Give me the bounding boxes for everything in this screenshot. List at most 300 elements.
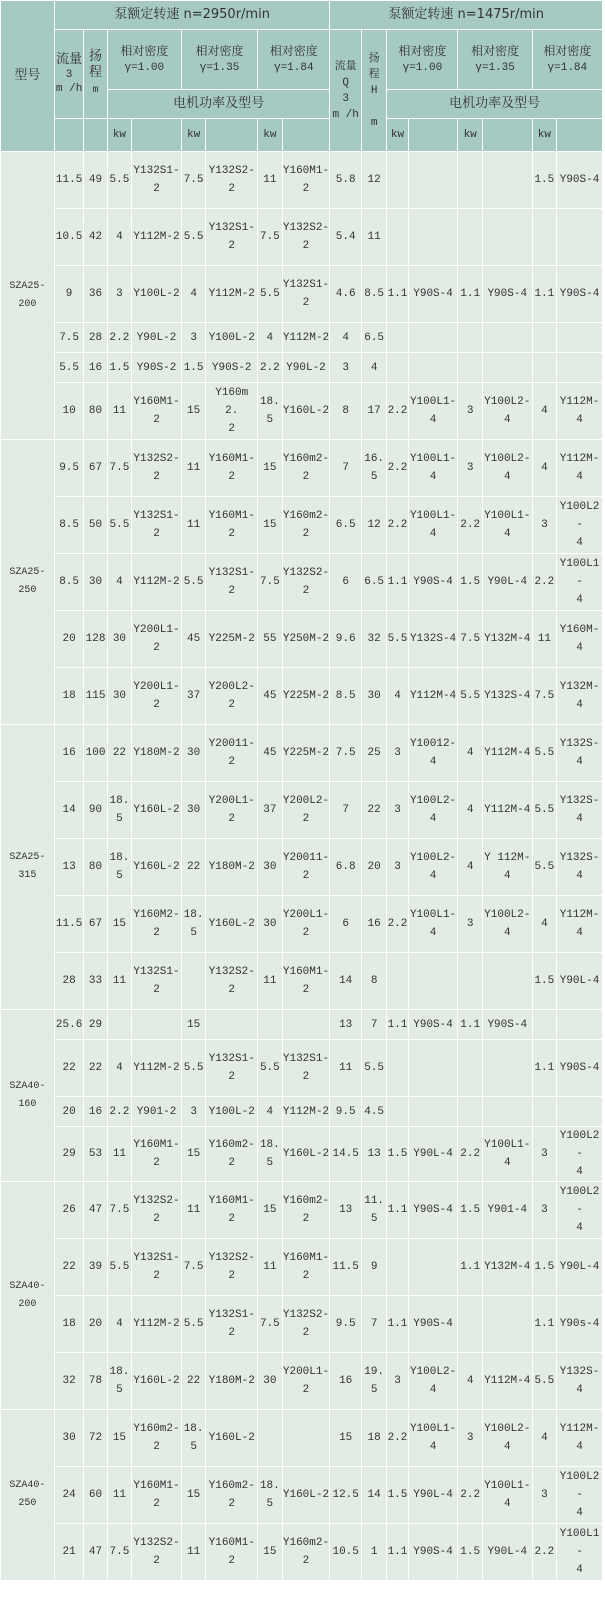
head-header [84, 30, 106, 118]
table-row [1, 266, 602, 322]
model5-cell [483, 323, 532, 352]
kw2-cell: 37 [182, 668, 205, 724]
kw1-cell: 5.5 [108, 152, 131, 208]
kw6-cell: 5.5 [533, 782, 556, 838]
kw2-cell: 18.5 [182, 1410, 205, 1466]
kw1-cell: 1.5 [108, 353, 131, 382]
kw2-cell: 15 [182, 1010, 205, 1039]
flow-cell: 7.5 [55, 323, 83, 352]
model4-cell: Y100L1- 4 [409, 896, 458, 952]
density-value: γ=1.35 [475, 61, 515, 74]
model2-cell: Y160m 2. 2 [206, 383, 257, 439]
kw-header: kw [182, 119, 205, 151]
model3-cell: Y20011- 2 [283, 839, 330, 895]
model-cell: SZA40- 160 [1, 1010, 54, 1181]
kw4-cell: 1.1 [387, 1010, 407, 1039]
speed-2950-header: 泵额定转速 n=2950r/min [55, 1, 330, 29]
density-value: γ=1.00 [124, 61, 165, 74]
head-cell: 30 [84, 554, 106, 610]
head-h-cell: 4 [362, 353, 386, 382]
kw1-cell: 4 [108, 554, 131, 610]
head-unit: m [370, 116, 378, 129]
head-h-cell: 6.5 [362, 323, 386, 352]
head-label: 扬 程 H [368, 52, 380, 97]
model2-cell: Y132S1-2 [206, 554, 257, 610]
model5-cell: Y100L2- 4 [483, 440, 532, 496]
kw5-cell: 1.1 [458, 1010, 481, 1039]
head-cell: 16 [84, 353, 106, 382]
motor-power-header: 电机功率及型号 [108, 90, 330, 118]
flow-q-cell: 7 [330, 782, 361, 838]
model6-cell: Y100L2- 4 [557, 1467, 602, 1523]
model5-cell: Y90L-4 [483, 1524, 532, 1580]
model6-cell [557, 353, 602, 382]
model5-cell: Y100L1- 4 [483, 1127, 532, 1181]
model6-cell [557, 1010, 602, 1039]
head-h-cell: 8.5 [362, 266, 386, 322]
flow-q-cell: 6 [330, 896, 361, 952]
kw3-cell: 18.5 [258, 1127, 281, 1181]
density-value: γ=1.35 [199, 61, 240, 74]
kw4-cell: 2.2 [387, 497, 407, 553]
table-row [1, 1097, 602, 1126]
head-cell: 78 [84, 1353, 106, 1409]
model1-cell [132, 1010, 181, 1039]
kw1-cell: 11 [108, 383, 131, 439]
kw2-cell: 11 [182, 1524, 205, 1580]
head-h-cell: 13 [362, 1127, 386, 1181]
flow-q-cell: 6.5 [330, 497, 361, 553]
model1-cell: Y132S1- 2 [132, 497, 181, 553]
model4-cell [409, 1040, 458, 1096]
model2-cell: Y132S1-2 [206, 209, 257, 265]
kw3-cell: 15 [258, 1182, 281, 1238]
kw5-cell: 2.2 [458, 497, 481, 553]
model2-cell: Y132S1-2 [206, 1296, 257, 1352]
table-row [1, 440, 602, 496]
kw5-cell [458, 953, 481, 1009]
head-cell: 16 [84, 1097, 106, 1126]
flow-cell: 8.5 [55, 497, 83, 553]
kw4-cell: 1.5 [387, 1467, 407, 1523]
model3-cell: Y225M-2 [283, 668, 330, 724]
model5-cell: Y100L1- 4 [483, 1467, 532, 1523]
model4-cell: Y112M-4 [409, 668, 458, 724]
kw1-cell: 4 [108, 1040, 131, 1096]
kw4-cell: 3 [387, 839, 407, 895]
flow-q-cell: 16 [330, 1353, 361, 1409]
model3-cell: Y225M-2 [283, 725, 330, 781]
kw6-cell: 11 [533, 611, 556, 667]
flow-unit: 3 m /h [55, 68, 83, 95]
model4-cell: Y90S-4 [409, 1296, 458, 1352]
model2-cell: Y200L1-2 [206, 782, 257, 838]
kw1-cell: 5.5 [108, 497, 131, 553]
flow-cell: 8.5 [55, 554, 83, 610]
density-title: 相对密度 [120, 44, 169, 59]
model-header: 型号 [1, 1, 54, 151]
model5-cell: Y100L2- 4 [483, 896, 532, 952]
kw6-cell: 1.5 [533, 152, 556, 208]
kw2-cell: 15 [182, 383, 205, 439]
kw3-cell: 4 [258, 323, 281, 352]
model4-cell [409, 1239, 458, 1295]
kw1-cell: 11 [108, 1127, 131, 1181]
kw5-cell [458, 152, 481, 208]
flow-cell: 11.5 [55, 152, 83, 208]
density-value: γ=1.84 [547, 61, 588, 74]
flow-unit-cell [55, 119, 83, 151]
model4-cell: Y100L1- 4 [409, 1410, 458, 1466]
kw5-cell: 5.5 [458, 668, 481, 724]
model1-cell: Y132S1- 2 [132, 1239, 181, 1295]
model5-cell: Y132M-4 [483, 611, 532, 667]
kw1-cell: 15 [108, 1410, 131, 1466]
kw6-cell: 5.5 [533, 839, 556, 895]
model4-cell: Y100L1- 4 [409, 497, 458, 553]
kw3-cell: 45 [258, 725, 281, 781]
kw6-cell: 4 [533, 383, 556, 439]
kw5-cell [458, 1040, 481, 1096]
table-row [1, 152, 602, 208]
model2-cell: Y160m2-2 [206, 1127, 257, 1181]
model3-cell: Y200L2- 2 [283, 782, 330, 838]
model3-cell: Y90L-2 [283, 353, 330, 382]
model3-cell: Y160m2- 2 [283, 1524, 330, 1580]
kw6-cell [533, 1097, 556, 1126]
motor-model-header [483, 119, 532, 151]
kw4-cell: 3 [387, 725, 407, 781]
model1-cell: Y132S1- 2 [132, 152, 181, 208]
head-cell: 42 [84, 209, 106, 265]
kw5-cell [458, 209, 481, 265]
model5-cell [483, 1040, 532, 1096]
kw3-cell: 11 [258, 953, 281, 1009]
kw3-cell: 11 [258, 1239, 281, 1295]
kw1-cell: 22 [108, 725, 131, 781]
kw6-cell: 3 [533, 1127, 556, 1181]
density-title: 相对密度 [195, 44, 244, 59]
model4-cell: Y132S-4 [409, 611, 458, 667]
flow-cell: 11.5 [55, 896, 83, 952]
head-h-cell: 14 [362, 1467, 386, 1523]
table-row [1, 1040, 602, 1096]
model3-cell [283, 1410, 330, 1466]
model3-cell: Y160L-2 [283, 1467, 330, 1523]
model6-cell: Y112M-4 [557, 1410, 602, 1466]
model3-cell: Y160M1- 2 [283, 953, 330, 1009]
model-cell: SZA25- 200 [1, 152, 54, 439]
head-cell: 128 [84, 611, 106, 667]
kw3-cell: 45 [258, 668, 281, 724]
head-h-cell: 22 [362, 782, 386, 838]
model4-cell [409, 152, 458, 208]
model6-cell: Y100L2- 4 [557, 1127, 602, 1181]
kw2-cell: 5.5 [182, 209, 205, 265]
flow-cell: 20 [55, 611, 83, 667]
kw4-cell [387, 353, 407, 382]
kw2-cell: 1.5 [182, 353, 205, 382]
density-1-header [387, 30, 457, 89]
head-cell: 90 [84, 782, 106, 838]
kw1-cell: 11 [108, 1467, 131, 1523]
head-h-cell: 16 [362, 896, 386, 952]
kw6-cell: 1.1 [533, 1296, 556, 1352]
motor-model-header [283, 119, 330, 151]
head-label: 扬 程 [89, 49, 103, 80]
kw4-cell: 3 [387, 782, 407, 838]
head-cell: 53 [84, 1127, 106, 1181]
flow-q-cell: 9.5 [330, 1296, 361, 1352]
motor-power-header: 电机功率及型号 [387, 90, 602, 118]
head-cell: 29 [84, 1010, 106, 1039]
kw3-cell: 7.5 [258, 209, 281, 265]
table-row [1, 353, 602, 382]
density-title: 相对密度 [269, 44, 318, 59]
model3-cell: Y132S2- 2 [283, 209, 330, 265]
kw6-cell: 4 [533, 896, 556, 952]
model3-cell: Y160L-2 [283, 383, 330, 439]
kw3-cell: 7.5 [258, 554, 281, 610]
model6-cell: Y90L-4 [557, 953, 602, 1009]
model5-cell: Y100L2- 4 [483, 1410, 532, 1466]
model1-cell: Y160m2- 2 [132, 1410, 181, 1466]
table-row [1, 896, 602, 952]
model4-cell [409, 953, 458, 1009]
flow-cell: 22 [55, 1040, 83, 1096]
table-row [1, 323, 602, 352]
model4-cell: Y100L2- 4 [409, 839, 458, 895]
kw6-cell: 4 [533, 440, 556, 496]
model6-cell [557, 209, 602, 265]
kw-header: kw [458, 119, 481, 151]
flow-q-cell: 6 [330, 554, 361, 610]
kw4-cell [387, 1239, 407, 1295]
model2-cell: Y160M1-2 [206, 497, 257, 553]
head-cell: 100 [84, 725, 106, 781]
head-h-cell: 6.5 [362, 554, 386, 610]
model2-cell: Y20011-2 [206, 725, 257, 781]
kw6-cell: 3 [533, 1467, 556, 1523]
head-cell: 20 [84, 1296, 106, 1352]
model5-cell [483, 1097, 532, 1126]
model4-cell: Y100L1- 4 [409, 440, 458, 496]
flow-cell: 14 [55, 782, 83, 838]
table-row [1, 1467, 602, 1523]
flow-cell: 18 [55, 668, 83, 724]
flow-q-cell: 14.5 [330, 1127, 361, 1181]
motor-model-header [409, 119, 458, 151]
kw3-cell: 30 [258, 896, 281, 952]
kw4-cell [387, 209, 407, 265]
kw2-cell: 7.5 [182, 1239, 205, 1295]
model4-cell: Y100L1- 4 [409, 383, 458, 439]
kw2-cell: 45 [182, 611, 205, 667]
head-cell: 22 [84, 1040, 106, 1096]
head-h-cell: 19.5 [362, 1353, 386, 1409]
head-cell: 115 [84, 668, 106, 724]
flow-cell: 10.5 [55, 209, 83, 265]
model5-cell: Y132S-4 [483, 668, 532, 724]
table-row [1, 725, 602, 781]
model3-cell: Y160M1- 2 [283, 1239, 330, 1295]
flow-q-cell: 4 [330, 323, 361, 352]
model5-cell: Y132M-4 [483, 1239, 532, 1295]
kw-header: kw [258, 119, 281, 151]
table-row [1, 611, 602, 667]
table-row [1, 1182, 602, 1238]
table-row [1, 1524, 602, 1580]
head-h-cell: 11.5 [362, 1182, 386, 1238]
kw1-cell [108, 1010, 131, 1039]
model2-cell: Y160M1-2 [206, 1182, 257, 1238]
model3-cell: Y112M-2 [283, 1097, 330, 1126]
model1-cell: Y90L-2 [132, 323, 181, 352]
model1-cell: Y180M-2 [132, 725, 181, 781]
model1-cell: Y112M-2 [132, 209, 181, 265]
model2-cell: Y160m2-2 [206, 1467, 257, 1523]
flow-q-cell: 7.5 [330, 725, 361, 781]
kw5-cell: 4 [458, 782, 481, 838]
model5-cell: Y112M-4 [483, 725, 532, 781]
head-h-cell: 20 [362, 839, 386, 895]
head-cell: 60 [84, 1467, 106, 1523]
kw2-cell: 15 [182, 1127, 205, 1181]
flow-q-cell: 14 [330, 953, 361, 1009]
model2-cell: Y100L-2 [206, 1097, 257, 1126]
kw4-cell [387, 953, 407, 1009]
flow-cell: 30 [55, 1410, 83, 1466]
kw2-cell: 11 [182, 1182, 205, 1238]
model1-cell: Y160M2- 2 [132, 896, 181, 952]
flow-cell: 9.5 [55, 440, 83, 496]
kw1-cell: 7.5 [108, 440, 131, 496]
kw3-cell: 2.2 [258, 353, 281, 382]
kw3-cell: 30 [258, 839, 281, 895]
head-h-header [362, 30, 386, 151]
model6-cell: Y90S-4 [557, 1040, 602, 1096]
kw4-cell: 2.2 [387, 440, 407, 496]
kw-header: kw [387, 119, 407, 151]
model6-cell: Y100L1- 4 [557, 554, 602, 610]
head-h-cell: 5.5 [362, 1040, 386, 1096]
kw2-cell: 18.5 [182, 896, 205, 952]
head-cell: 67 [84, 440, 106, 496]
model6-cell: Y132S-4 [557, 782, 602, 838]
kw1-cell: 18.5 [108, 839, 131, 895]
kw2-cell: 5.5 [182, 1296, 205, 1352]
head-cell: 39 [84, 1239, 106, 1295]
model3-cell: Y160m2- 2 [283, 440, 330, 496]
kw3-cell: 18.5 [258, 1467, 281, 1523]
kw6-cell: 5.5 [533, 1353, 556, 1409]
head-h-cell: 11 [362, 209, 386, 265]
model1-cell: Y160M1- 2 [132, 383, 181, 439]
kw3-cell: 30 [258, 1353, 281, 1409]
model1-cell: Y160M1- 2 [132, 1127, 181, 1181]
model4-cell [409, 353, 458, 382]
kw4-cell: 2.2 [387, 896, 407, 952]
model1-cell: Y901-2 [132, 1097, 181, 1126]
kw4-cell: 2.2 [387, 1410, 407, 1466]
kw5-cell: 1.5 [458, 1524, 481, 1580]
kw5-cell: 4 [458, 1353, 481, 1409]
model3-cell: Y132S1- 2 [283, 266, 330, 322]
flow-cell: 28 [55, 953, 83, 1009]
flow-header [55, 30, 83, 118]
kw5-cell: 3 [458, 896, 481, 952]
flow-cell: 25.6 [55, 1010, 83, 1039]
kw3-cell: 55 [258, 611, 281, 667]
head-h-cell: 18 [362, 1410, 386, 1466]
kw6-cell: 3 [533, 497, 556, 553]
flow-q-cell: 4.6 [330, 266, 361, 322]
head-h-cell: 12 [362, 497, 386, 553]
kw1-cell: 5.5 [108, 1239, 131, 1295]
table-row [1, 1410, 602, 1466]
head-cell: 80 [84, 383, 106, 439]
kw6-cell: 2.2 [533, 1524, 556, 1580]
model5-cell [483, 209, 532, 265]
model2-cell: Y160M1-2 [206, 440, 257, 496]
kw6-cell: 1.1 [533, 1040, 556, 1096]
model5-cell [483, 953, 532, 1009]
model1-cell: Y100L-2 [132, 266, 181, 322]
head-cell: 49 [84, 152, 106, 208]
kw6-cell: 2.2 [533, 554, 556, 610]
model-cell: SZA40- 200 [1, 1182, 54, 1409]
model1-cell: Y112M-2 [132, 1040, 181, 1096]
kw3-cell: 15 [258, 1524, 281, 1580]
model3-cell: Y160m2- 2 [283, 1182, 330, 1238]
head-h-cell: 25 [362, 725, 386, 781]
kw5-cell [458, 323, 481, 352]
model2-cell: Y160M1-2 [206, 1524, 257, 1580]
kw1-cell: 11 [108, 953, 131, 1009]
model5-cell: Y 112M- 4 [483, 839, 532, 895]
density-3-header [258, 30, 329, 89]
kw3-cell: 15 [258, 440, 281, 496]
kw5-cell [458, 1296, 481, 1352]
model5-cell [483, 152, 532, 208]
model3-cell: Y250M-2 [283, 611, 330, 667]
model5-cell: Y112M-4 [483, 782, 532, 838]
head-cell: 50 [84, 497, 106, 553]
density-3-header [533, 30, 602, 89]
model6-cell: Y90S-4 [557, 266, 602, 322]
model5-cell: Y901-4 [483, 1182, 532, 1238]
model4-cell [409, 209, 458, 265]
kw6-cell: 1.5 [533, 953, 556, 1009]
kw2-cell: 7.5 [182, 152, 205, 208]
kw2-cell: 4 [182, 266, 205, 322]
table-row [1, 209, 602, 265]
model6-cell: Y90S-4 [557, 152, 602, 208]
kw3-cell: 4 [258, 1097, 281, 1126]
flow-label: 流量 [56, 51, 83, 67]
kw3-cell: 18.5 [258, 383, 281, 439]
model6-cell: Y160M-4 [557, 611, 602, 667]
kw4-cell: 5.5 [387, 611, 407, 667]
motor-model-header [557, 119, 602, 151]
table-row [1, 953, 602, 1009]
table-row [1, 839, 602, 895]
table-row [1, 1239, 602, 1295]
model3-cell: Y160L-2 [283, 1127, 330, 1181]
head-unit: m [92, 85, 99, 96]
kw1-cell: 2.2 [108, 1097, 131, 1126]
kw1-cell: 7.5 [108, 1182, 131, 1238]
